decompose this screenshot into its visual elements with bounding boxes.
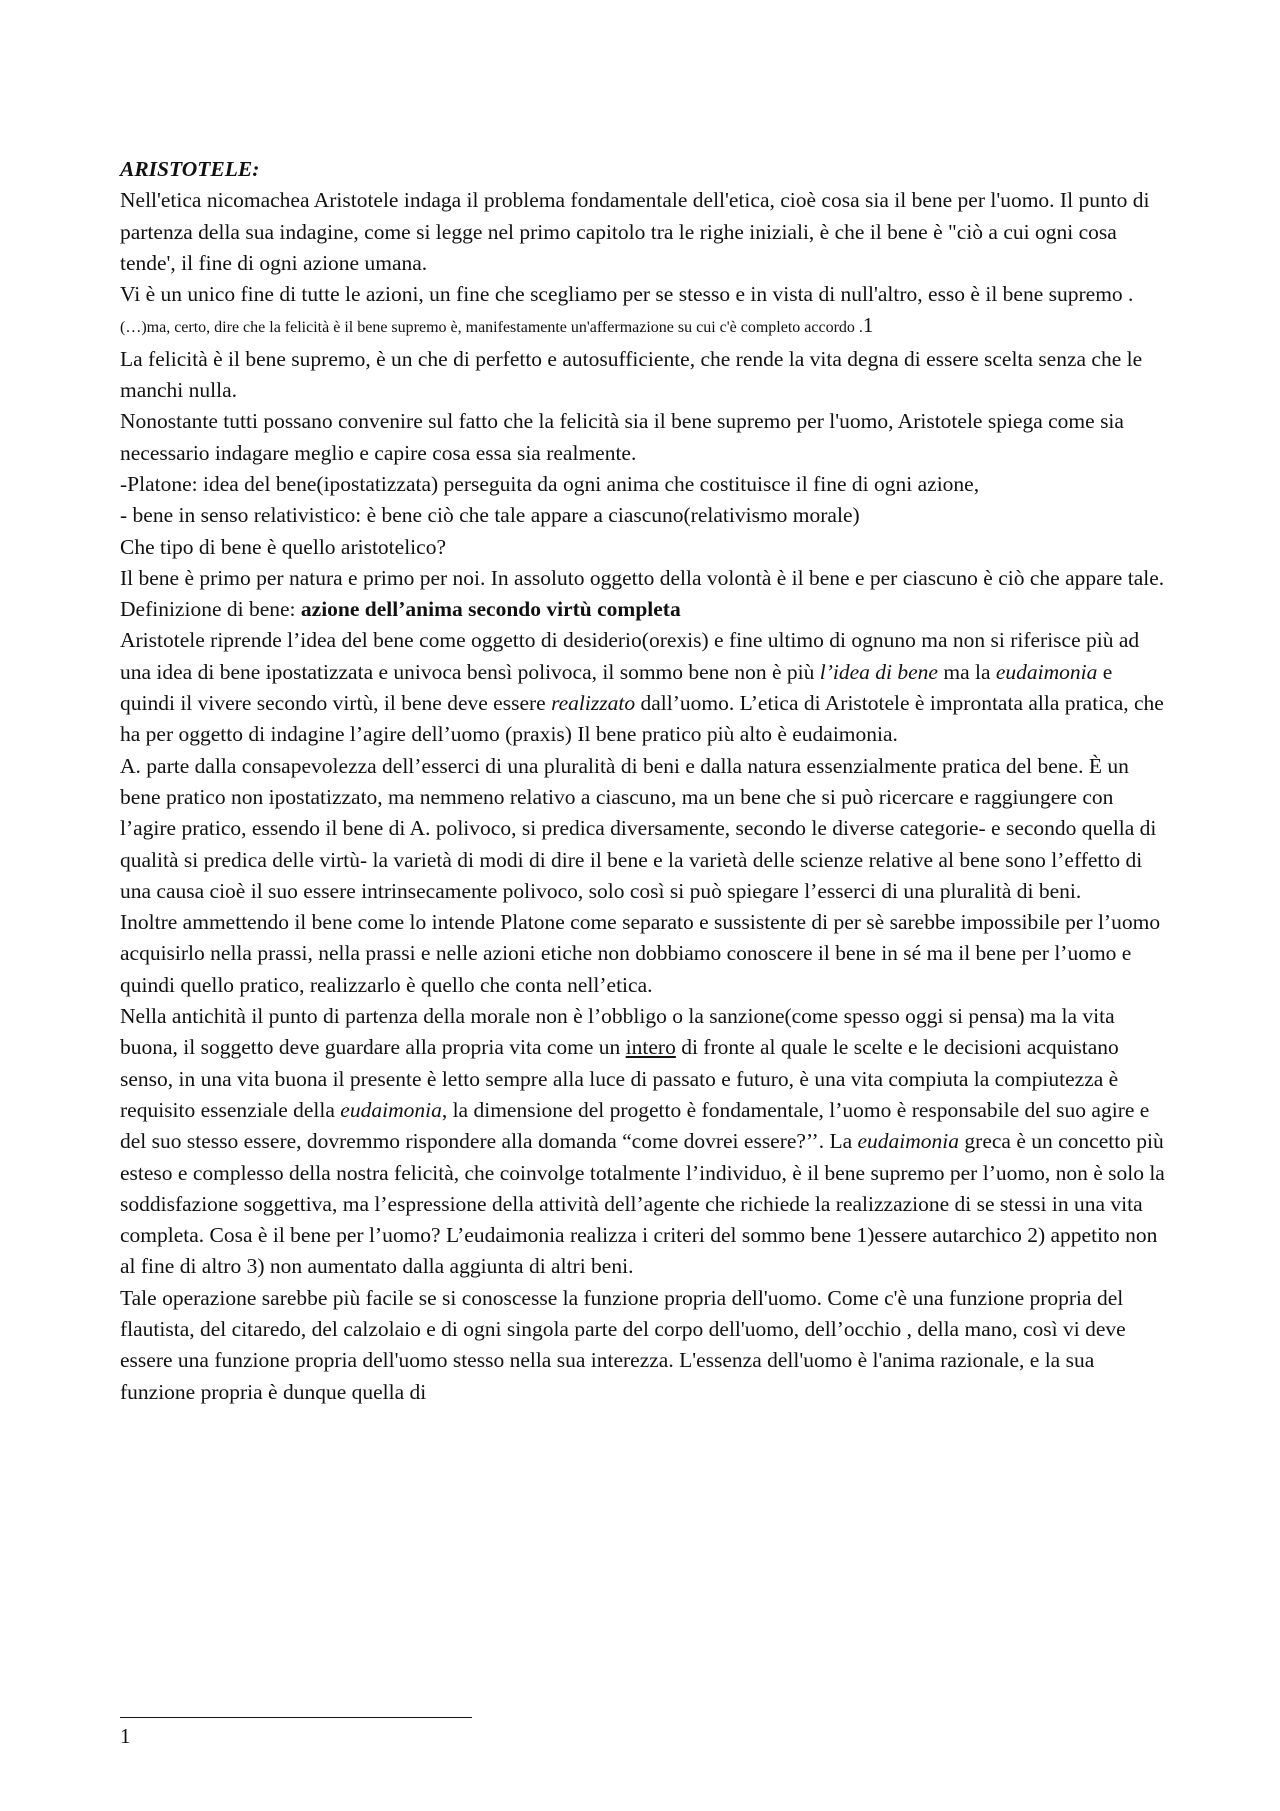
text-run: Nella antichità il punto di partenza della morale non è l’obbligo o la sanzione(come spesso oggi si pensa) ma la vita buona, il soggetto deve guardare alla propria vita come un (120, 1004, 1115, 1060)
text-run: ma la (937, 659, 996, 684)
italic-run: eudaimonia (857, 1129, 960, 1154)
definition-bold: azione dell’anima secondo virtù completa (300, 597, 681, 622)
italic-run: eudaimonia (995, 659, 1098, 684)
paragraph-investigation: Nonostante tutti possano convenire sul fatto che la felicità sia il bene supremo per l'uomo, Aristotele spiega come sia necessario indagare meglio e capire cosa essa sia realmente. (120, 409, 1124, 465)
quotation-text: (…)ma, certo, dire che la felicità è il bene supremo è, manifestamente un'affermazione su cui c'è completo accordo . (120, 319, 863, 337)
italic-run: eudaimonia (340, 1097, 442, 1122)
text-run: greca è un concetto più esteso e complesso della nostra felicità, che coinvolge totalmente l’individuo, è il bene supremo per l’uomo, non è solo la soddisfazione soggettiva, ma l’espressione della attività dell’agente che richiede la realizzazione di se stessi in una vita completa. Cosa è il bene per l’uomo? L’eudaimonia realizza i criteri del sommo bene 1)essere autarchico 2) appetito non al fine di altro 3) non aumentato dalla aggiunta di altri beni. (120, 1129, 1165, 1279)
document-body (120, 154, 1170, 1408)
paragraph-unique-end: Vi è un unico fine di tutte le azioni, un fine che scegliamo per se stesso e in vista di null'altro, esso è il bene supremo . (120, 282, 1134, 307)
definition-label: Definizione di bene: (120, 597, 301, 622)
paragraph-plato: -Platone: idea del bene(ipostatizzata) perseguita da ogni anima che costituisce il fine di ogni azione, (120, 471, 980, 496)
paragraph-first-good: Il bene è primo per natura e primo per noi. In assoluto oggetto della volontà è il bene e per ciascuno è ciò che appare tale. (120, 565, 1165, 590)
underlined-run: intero (625, 1035, 676, 1060)
paragraph-definition (120, 594, 1170, 625)
page-title: ARISTOTELE: (120, 157, 260, 181)
paragraph-question: Che tipo di bene è quello aristotelico? (120, 534, 446, 559)
text-run: , la dimensione del progetto è fondamentale, l’uomo è responsabile del suo agire e del suo stesso essere, dovremmo rispondere alla domanda “come dovrei essere?’’. La (120, 1097, 1150, 1154)
paragraph-orexis (120, 625, 1170, 750)
paragraph-happiness: La felicità è il bene supremo, è un che di perfetto e autosufficiente, che rende la vita degna di essere scelta senza che le manchi nulla. (120, 346, 1143, 403)
italic-run: l’idea di bene (819, 659, 938, 684)
text-run: dall’uomo. L’etica di Aristotele è improntata alla pratica, che ha per oggetto di indagine l’agire dell’uomo (praxis) Il bene pratico più alto è eudaimonia. (120, 691, 1164, 747)
paragraph-platonic-good: Inoltre ammettendo il bene come lo intende Platone come separato e sussistente di per sè sarebbe impossibile per l’uomo acquisirlo nella prassi, nella prassi e nelle azioni etiche non dobbiamo conoscere il bene in sé ma il bene per l’uomo e quindi quello pratico, realizzarlo è quello che conta nell’etica. (120, 910, 1161, 997)
footnote-separator (120, 1717, 472, 1718)
italic-run: realizzato (551, 691, 636, 716)
text-run: di fronte al quale le scelte e le decisioni acquistano senso, in una vita buona il presente è letto sempre alla luce di passato e futuro, è una vita compiuta la compiutezza è requisito essenziale della (120, 1035, 1119, 1122)
text-run: Aristotele riprende l’idea del bene come oggetto di desiderio(orexis) e fine ultimo di ognuno ma non si riferisce più ad una idea di bene ipostatizzata e univoca bensì polivoca, il sommo bene non è più (120, 628, 1140, 684)
paragraph-antiquity (120, 1001, 1170, 1283)
footnote-reference: 1 (862, 313, 874, 338)
footnote: 1 (120, 1724, 131, 1748)
quotation (120, 310, 1170, 343)
text-run: e quindi il vivere secondo virtù, il bene deve essere (120, 659, 1113, 716)
paragraph-plurality: A. parte dalla consapevolezza dell’esserci di una pluralità di beni e dalla natura essenzialmente pratica del bene. È un bene pratico non ipostatizzato, ma nemmeno relativo a ciascuno, ma un bene che si può ricercare e raggiungere con l’agire pratico, essendo il bene di A. polivoco, si predica diversamente, secondo le diverse categorie- e secondo quella di qualità si predica delle virtù- la varietà di modi di dire il bene e la varietà delle scienze relative al bene sono l’effetto di una causa cioè il suo essere intrinsecamente polivoco, solo così si può spiegare l’esserci di una pluralità di beni. (120, 753, 1157, 903)
paragraph-relativism: - bene in senso relativistico: è bene ciò che tale appare a ciascuno(relativismo morale) (120, 503, 860, 528)
paragraph-intro: Nell'etica nicomachea Aristotele indaga il problema fondamentale dell'etica, cioè cosa sia il bene per l'uomo. Il punto di partenza della sua indagine, come si legge nel primo capitolo tra le righe iniziali, è che il bene è "ciò a cui ogni cosa tende', il fine di ogni azione umana. (120, 188, 1150, 275)
paragraph-function: Tale operazione sarebbe più facile se si conoscesse la funzione propria dell'uomo. Come c'è una funzione propria del flautista, del citaredo, del calzolaio e di ogni singola parte del corpo dell'uomo, dell’occhio , della mano, così vi deve essere una funzione propria dell'uomo stesso nella sua interezza. L'essenza dell'uomo è l'anima razionale, e la sua funzione propria è dunque quella di (120, 1285, 1126, 1404)
